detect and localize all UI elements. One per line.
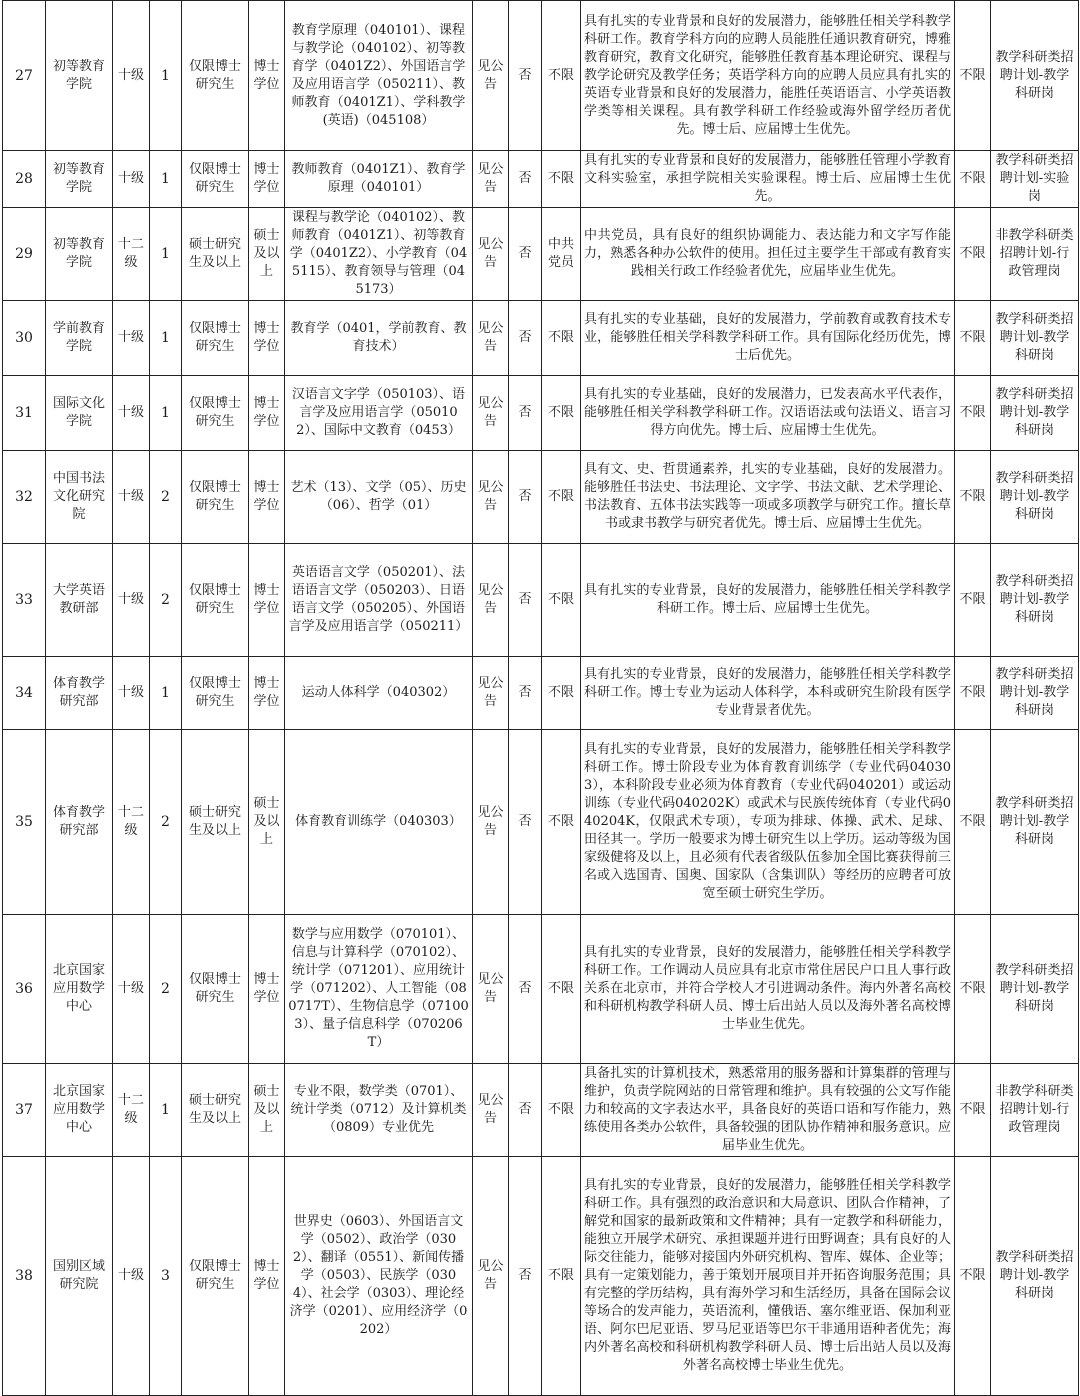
- political-status: 不限: [542, 1064, 581, 1157]
- table-row: [3, 376, 1079, 451]
- other-requirements: 具有扎实的专业背景，良好的发展潜力，能够胜任相关学科教学科研工作。具有强烈的政治意识和大局意识、团队合作精神，了解党和国家的最新政策和文件精神；具有一定教学和科研能力，能独立开展学术研究、承担课题并进行田野调查；具有良好的人际交往能力，能够对接国内外研究机构、智库、媒体、企业等；具有一定策划能力，善于策划开展项目并开拓咨询服务范围；具有完整的学历结构，具有海外学习和生活经历，具备在国际会议等场合的发声能力，英语流利，懂俄语、塞尔维亚语、保加利亚语、阿尔巴尼亚语、罗马尼亚语等巴尔干非通用语种者优先；海内外著名高校和科研机构教学科研人员、博士后出站人员以及海外著名高校博士毕业生优先。: [581, 1157, 955, 1396]
- other-condition: 不限: [955, 730, 991, 915]
- other-requirements: 具有扎实的专业基础，良好的发展潜力，学前教育或教育技术专业，能够胜任相关学科教学科研工作。具有国际化经历优先，博士后优先。: [581, 301, 955, 376]
- unit-name: 中国书法文化研究院: [46, 451, 113, 544]
- degree-requirement: 硕士及以上: [249, 1064, 285, 1157]
- major-requirement: 教育学原理（040101）、课程与教学论（040102）、初等教育学（0401Z2）、外国语言学及应用语言学（050211）、教师教育（0401Z1）、学科教学(英语)（045108）: [285, 1, 473, 151]
- row-number: 32: [3, 451, 46, 544]
- degree-requirement: 博士学位: [249, 657, 285, 730]
- political-status: 不限: [542, 544, 581, 657]
- education-requirement: 仅限博士研究生: [182, 1157, 249, 1396]
- education-requirement: 硕士研究生及以上: [182, 730, 249, 915]
- recruitment-category: 非教学科研类招聘计划-行政管理岗: [991, 208, 1079, 301]
- degree-requirement: 博士学位: [249, 376, 285, 451]
- table-row: [3, 208, 1079, 301]
- political-status: 不限: [542, 730, 581, 915]
- age-requirement: 见公告: [473, 151, 509, 208]
- other-condition: 不限: [955, 376, 991, 451]
- unit-name: 体育教学研究部: [46, 730, 113, 915]
- row-number: 34: [3, 657, 46, 730]
- hukou-requirement: 否: [509, 151, 542, 208]
- row-number: 33: [3, 544, 46, 657]
- post-level: 十级: [113, 376, 150, 451]
- recruitment-category: 教学科研类招聘计划-教学科研岗: [991, 451, 1079, 544]
- unit-name: 体育教学研究部: [46, 657, 113, 730]
- education-requirement: 仅限博士研究生: [182, 915, 249, 1064]
- hire-count: 2: [150, 730, 182, 915]
- table-row: [3, 1, 1079, 151]
- table-row: [3, 151, 1079, 208]
- row-number: 38: [3, 1157, 46, 1396]
- table-row: [3, 1064, 1079, 1157]
- unit-name: 初等教育学院: [46, 151, 113, 208]
- other-requirements: 具有扎实的专业背景，良好的发展潜力，能够胜任相关学科教学科研工作。博士后、应届博士生优先。: [581, 544, 955, 657]
- age-requirement: 见公告: [473, 544, 509, 657]
- education-requirement: 仅限博士研究生: [182, 301, 249, 376]
- row-number: 37: [3, 1064, 46, 1157]
- post-level: 十级: [113, 1, 150, 151]
- education-requirement: 仅限博士研究生: [182, 544, 249, 657]
- table-row: [3, 730, 1079, 915]
- education-requirement: 仅限博士研究生: [182, 151, 249, 208]
- major-requirement: 英语语言文学（050201）、法语语言文学（050203）、日语语言文学（050205）、外国语言学及应用语言学（050211）: [285, 544, 473, 657]
- row-number: 31: [3, 376, 46, 451]
- unit-name: 大学英语教研部: [46, 544, 113, 657]
- political-status: 不限: [542, 451, 581, 544]
- post-level: 十级: [113, 657, 150, 730]
- hire-count: 1: [150, 1064, 182, 1157]
- recruitment-category: 教学科研类招聘计划-教学科研岗: [991, 1157, 1079, 1396]
- age-requirement: 见公告: [473, 208, 509, 301]
- other-condition: 不限: [955, 544, 991, 657]
- row-number: 28: [3, 151, 46, 208]
- hire-count: 1: [150, 208, 182, 301]
- hukou-requirement: 否: [509, 915, 542, 1064]
- row-number: 29: [3, 208, 46, 301]
- hukou-requirement: 否: [509, 301, 542, 376]
- major-requirement: 艺术（13）、文学（05）、历史（06）、哲学（01）: [285, 451, 473, 544]
- major-requirement: 教育学（0401，学前教育、教育技术）: [285, 301, 473, 376]
- other-condition: 不限: [955, 301, 991, 376]
- recruitment-category: 教学科研类招聘计划-教学科研岗: [991, 544, 1079, 657]
- major-requirement: 世界史（0603）、外国语言文学（0502）、政治学（0302）、翻译（0551）、新闻传播学（0503）、民族学（0304）、社会学（0303）、理论经济学（0201）、应用经济学（0202）: [285, 1157, 473, 1396]
- unit-name: 国别区域研究院: [46, 1157, 113, 1396]
- degree-requirement: 硕士及以上: [249, 208, 285, 301]
- age-requirement: 见公告: [473, 376, 509, 451]
- education-requirement: 硕士研究生及以上: [182, 1064, 249, 1157]
- recruitment-category: 教学科研类招聘计划-教学科研岗: [991, 657, 1079, 730]
- table-row: [3, 301, 1079, 376]
- political-status: 不限: [542, 1157, 581, 1396]
- education-requirement: 仅限博士研究生: [182, 1, 249, 151]
- other-requirements: 具有扎实的专业背景和良好的发展潜力，能够胜任相关学科教学科研工作。教育学科方向的应聘人员能胜任通识教育研究，博雅教育研究，教育文化研究，能够胜任教育基本理论研究、课程与教学论研究及教学任务；英语学科方向的应聘人员应具有扎实的英语专业背景和良好的发展潜力，能胜任英语语言、小学英语教学类等相关课程。具有教学科研工作经验或海外留学经历者优先。博士后、应届博士生优先。: [581, 1, 955, 151]
- other-condition: 不限: [955, 208, 991, 301]
- table-row: [3, 915, 1079, 1064]
- recruitment-category: 非教学科研类招聘计划-行政管理岗: [991, 1064, 1079, 1157]
- recruitment-category: 教学科研类招聘计划-教学科研岗: [991, 376, 1079, 451]
- unit-name: 北京国家应用数学中心: [46, 915, 113, 1064]
- hukou-requirement: 否: [509, 1157, 542, 1396]
- political-status: 不限: [542, 915, 581, 1064]
- hukou-requirement: 否: [509, 1, 542, 151]
- recruitment-category: 教学科研类招聘计划-教学科研岗: [991, 301, 1079, 376]
- political-status: 不限: [542, 301, 581, 376]
- hire-count: 3: [150, 1157, 182, 1396]
- major-requirement: 体育教育训练学（040303）: [285, 730, 473, 915]
- other-requirements: 具有扎实的专业背景，良好的发展潜力，能够胜任相关学科教学科研工作。工作调动人员应具有北京市常住居民户口且人事行政关系在北京市，并符合学校人才引进调动条件。海内外著名高校和科研机构教学科研人员、博士后出站人员以及海外著名高校博士毕业生优先。: [581, 915, 955, 1064]
- hukou-requirement: 否: [509, 544, 542, 657]
- other-requirements: 具有扎实的专业背景，良好的发展潜力，能够胜任相关学科教学科研工作。博士专业为运动人体科学，本科或研究生阶段有医学专业背景者优先。: [581, 657, 955, 730]
- table-row: [3, 451, 1079, 544]
- post-level: 十级: [113, 1157, 150, 1396]
- other-requirements: 具有扎实的专业背景和良好的发展潜力，能够胜任管理小学教育文科实验室，承担学院相关实验课程。博士后、应届博士生优先。: [581, 151, 955, 208]
- degree-requirement: 博士学位: [249, 301, 285, 376]
- row-number: 36: [3, 915, 46, 1064]
- recruitment-category: 教学科研类招聘计划-实验岗: [991, 151, 1079, 208]
- age-requirement: 见公告: [473, 730, 509, 915]
- education-requirement: 硕士研究生及以上: [182, 208, 249, 301]
- age-requirement: 见公告: [473, 657, 509, 730]
- hire-count: 1: [150, 151, 182, 208]
- degree-requirement: 博士学位: [249, 151, 285, 208]
- unit-name: 国际文化学院: [46, 376, 113, 451]
- hukou-requirement: 否: [509, 1064, 542, 1157]
- other-requirements: 具有扎实的专业背景，良好的发展潜力，能够胜任相关学科教学科研工作。博士阶段专业为体育教育训练学（专业代码040303），本科阶段专业必须为体育教育（专业代码040201）或运动训练（专业代码040202K）或武术与民族传统体育（专业代码040204K，仅限武术专项），专项为排球、体操、武术、足球、田径其一。学历一般要求为博士研究生以上学历。运动等级为国家级健将及以上，且必须有代表省级队伍参加全国比赛获得前三名或入选国青、国奥、国家队（含集训队）等经历的应聘者可放宽至硕士研究生学历。: [581, 730, 955, 915]
- hire-count: 1: [150, 301, 182, 376]
- degree-requirement: 博士学位: [249, 544, 285, 657]
- unit-name: 初等教育学院: [46, 1, 113, 151]
- other-requirements: 具有扎实的专业基础，良好的发展潜力，已发表高水平代表作，能够胜任相关学科教学科研工作。汉语语法或句法语义、语言习得方向优先。博士后、应届博士生优先。: [581, 376, 955, 451]
- political-status: 不限: [542, 376, 581, 451]
- other-condition: 不限: [955, 1064, 991, 1157]
- hukou-requirement: 否: [509, 730, 542, 915]
- row-number: 30: [3, 301, 46, 376]
- age-requirement: 见公告: [473, 301, 509, 376]
- recruitment-category: 教学科研类招聘计划-教学科研岗: [991, 915, 1079, 1064]
- other-condition: 不限: [955, 1157, 991, 1396]
- hire-count: 1: [150, 657, 182, 730]
- other-requirements: 具备扎实的计算机技术，熟悉常用的服务器和计算集群的管理与维护，负责学院网站的日常管理和维护。具有较强的公文写作能力和较高的文字表达水平，具备良好的英语口语和写作能力，熟练使用各类办公软件，具备较强的团队协作精神和服务意识。应届毕业生优先。: [581, 1064, 955, 1157]
- political-status: 不限: [542, 151, 581, 208]
- hire-count: 2: [150, 451, 182, 544]
- degree-requirement: 博士学位: [249, 1157, 285, 1396]
- major-requirement: 运动人体科学（040302）: [285, 657, 473, 730]
- post-level: 十二级: [113, 730, 150, 915]
- hire-count: 2: [150, 544, 182, 657]
- degree-requirement: 博士学位: [249, 915, 285, 1064]
- hire-count: 1: [150, 1, 182, 151]
- other-requirements: 具有文、史、哲贯通素养，扎实的专业基础，良好的发展潜力。能够胜任书法史、书法理论、文字学、书法文献、艺术学理论、书法教育、五体书法实践等一项或多项教学与研究工作。擅长草书或隶书教学与研究者优先。博士后、应届博士生优先。: [581, 451, 955, 544]
- post-level: 十级: [113, 301, 150, 376]
- major-requirement: 教师教育（0401Z1）、教育学原理（040101）: [285, 151, 473, 208]
- post-level: 十二级: [113, 1064, 150, 1157]
- political-status: 不限: [542, 1, 581, 151]
- other-condition: 不限: [955, 657, 991, 730]
- row-number: 27: [3, 1, 46, 151]
- age-requirement: 见公告: [473, 915, 509, 1064]
- table-row: [3, 544, 1079, 657]
- age-requirement: 见公告: [473, 451, 509, 544]
- hukou-requirement: 否: [509, 208, 542, 301]
- other-condition: 不限: [955, 151, 991, 208]
- hire-count: 2: [150, 915, 182, 1064]
- unit-name: 北京国家应用数学中心: [46, 1064, 113, 1157]
- table-row: [3, 1157, 1079, 1396]
- unit-name: 初等教育学院: [46, 208, 113, 301]
- age-requirement: 见公告: [473, 1, 509, 151]
- other-requirements: 中共党员，具有良好的组织协调能力、表达能力和文字写作能力，熟悉各种办公软件的使用。担任过主要学生干部或有教育实践相关行政工作经验者优先，应届毕业生优先。: [581, 208, 955, 301]
- education-requirement: 仅限博士研究生: [182, 376, 249, 451]
- post-level: 十级: [113, 544, 150, 657]
- political-status: 中共党员: [542, 208, 581, 301]
- major-requirement: 专业不限，数学类（0701）、统计学类（0712）及计算机类（0809）专业优先: [285, 1064, 473, 1157]
- education-requirement: 仅限博士研究生: [182, 657, 249, 730]
- recruitment-table: [2, 0, 1079, 1396]
- age-requirement: 见公告: [473, 1157, 509, 1396]
- political-status: 不限: [542, 657, 581, 730]
- degree-requirement: 博士学位: [249, 1, 285, 151]
- post-level: 十级: [113, 915, 150, 1064]
- hukou-requirement: 否: [509, 376, 542, 451]
- post-level: 十级: [113, 151, 150, 208]
- other-condition: 不限: [955, 915, 991, 1064]
- recruitment-category: 教学科研类招聘计划-教学科研岗: [991, 1, 1079, 151]
- other-condition: 不限: [955, 1, 991, 151]
- post-level: 十二级: [113, 208, 150, 301]
- hukou-requirement: 否: [509, 451, 542, 544]
- major-requirement: 数学与应用数学（070101）、信息与计算科学（070102）、统计学（071201）、应用统计学（071202）、人工智能（080717T）、生物信息学（071003）、量子信息科学（070206T）: [285, 915, 473, 1064]
- education-requirement: 仅限博士研究生: [182, 451, 249, 544]
- major-requirement: 课程与教学论（040102）、教师教育（0401Z1）、初等教育学（0401Z2）、小学教育（045115）、教育领导与管理（045173）: [285, 208, 473, 301]
- row-number: 35: [3, 730, 46, 915]
- degree-requirement: 博士学位: [249, 451, 285, 544]
- hukou-requirement: 否: [509, 657, 542, 730]
- unit-name: 学前教育学院: [46, 301, 113, 376]
- other-condition: 不限: [955, 451, 991, 544]
- major-requirement: 汉语言文字学（050103）、语言学及应用语言学（050102）、国际中文教育（0453）: [285, 376, 473, 451]
- recruitment-category: 教学科研类招聘计划-教学科研岗: [991, 730, 1079, 915]
- degree-requirement: 硕士及以上: [249, 730, 285, 915]
- table-row: [3, 657, 1079, 730]
- age-requirement: 见公告: [473, 1064, 509, 1157]
- hire-count: 1: [150, 376, 182, 451]
- post-level: 十级: [113, 451, 150, 544]
